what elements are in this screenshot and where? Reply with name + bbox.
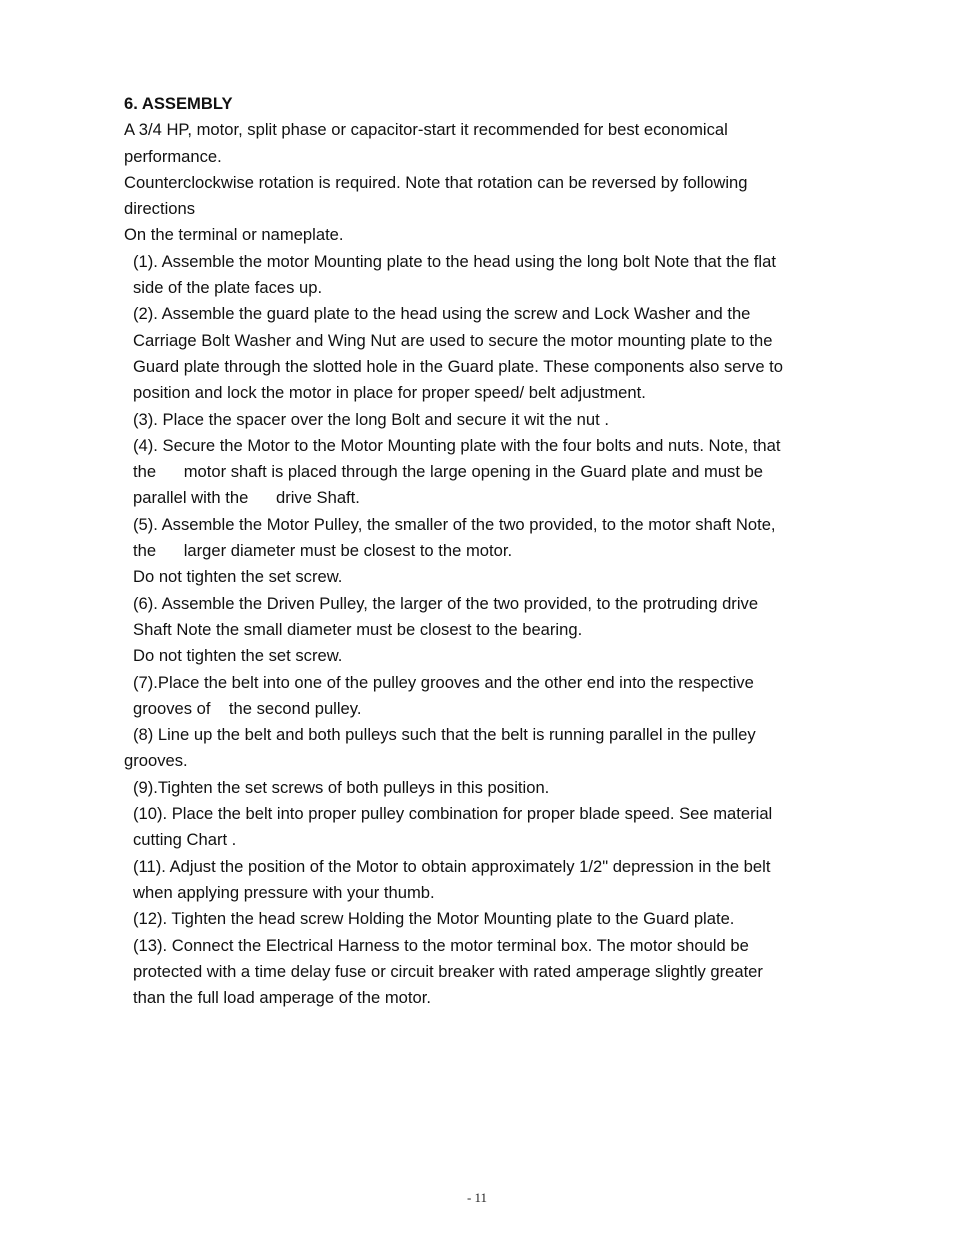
text-line: A 3/4 HP, motor, split phase or capacitor-start it recommended for best economical <box>124 120 728 140</box>
text-line: (8) Line up the belt and both pulleys such that the belt is running parallel in the pulley <box>133 725 756 745</box>
text-line: (9).Tighten the set screws of both pulleys in this position. <box>133 777 550 797</box>
text-line: (6). Assemble the Driven Pulley, the larger of the two provided, to the protruding drive <box>133 593 759 613</box>
text-line: Do not tighten the set screw. <box>133 646 343 666</box>
section-heading: 6. ASSEMBLY <box>124 94 233 113</box>
text-line: (5). Assemble the Motor Pulley, the smaller of the two provided, to the motor shaft Note, <box>133 514 776 534</box>
section-body <box>124 117 844 1011</box>
text-line: side of the plate faces up. <box>133 278 323 298</box>
text-line: On the terminal or nameplate. <box>124 225 344 245</box>
text-line: protected with a time delay fuse or circuit breaker with rated amperage slightly greater <box>133 961 763 981</box>
page-number: - 11 <box>466 1190 488 1205</box>
text-line: Shaft Note the small diameter must be closest to the bearing. <box>133 619 583 639</box>
text-line: (1). Assemble the motor Mounting plate to the head using the long bolt Note that the flat <box>133 251 776 271</box>
text-line: grooves. <box>124 751 188 771</box>
text-line: grooves of the second pulley. <box>133 698 362 718</box>
text-line: cutting Chart . <box>133 830 237 850</box>
text-line: the larger diameter must be closest to the motor. <box>133 541 513 561</box>
text-line: the motor shaft is placed through the large opening in the Guard plate and must be <box>133 462 764 482</box>
text-line: Counterclockwise rotation is required. Note that rotation can be reversed by following <box>124 172 748 192</box>
text-line: (7).Place the belt into one of the pulley grooves and the other end into the respective <box>133 672 754 692</box>
text-line: directions <box>124 199 196 219</box>
text-line: (3). Place the spacer over the long Bolt and secure it wit the nut . <box>133 409 609 429</box>
text-line: (4). Secure the Motor to the Motor Mounting plate with the four bolts and nuts. Note, that <box>133 435 781 455</box>
text-line: (13). Connect the Electrical Harness to the motor terminal box. The motor should be <box>133 935 749 955</box>
assembly-section <box>124 91 844 1011</box>
text-line: than the full load amperage of the motor. <box>133 988 431 1008</box>
text-line: Carriage Bolt Washer and Wing Nut are used to secure the motor mounting plate to the <box>133 330 773 350</box>
text-line: (12). Tighten the head screw Holding the Motor Mounting plate to the Guard plate. <box>133 909 735 929</box>
text-line: parallel with the drive Shaft. <box>133 488 360 508</box>
text-line: (10). Place the belt into proper pulley combination for proper blade speed. See material <box>133 804 773 824</box>
text-line: Guard plate through the slotted hole in the Guard plate. These components also serve to <box>133 356 784 376</box>
text-line: when applying pressure with your thumb. <box>133 882 435 902</box>
text-line: performance. <box>124 146 222 166</box>
text-line: (11). Adjust the position of the Motor to obtain approximately 1/2" depression in the belt <box>133 856 771 876</box>
text-line: Do not tighten the set screw. <box>133 567 343 587</box>
text-line: position and lock the motor in place for proper speed/ belt adjustment. <box>133 383 646 403</box>
text-line: (2). Assemble the guard plate to the head using the screw and Lock Washer and the <box>133 304 751 324</box>
